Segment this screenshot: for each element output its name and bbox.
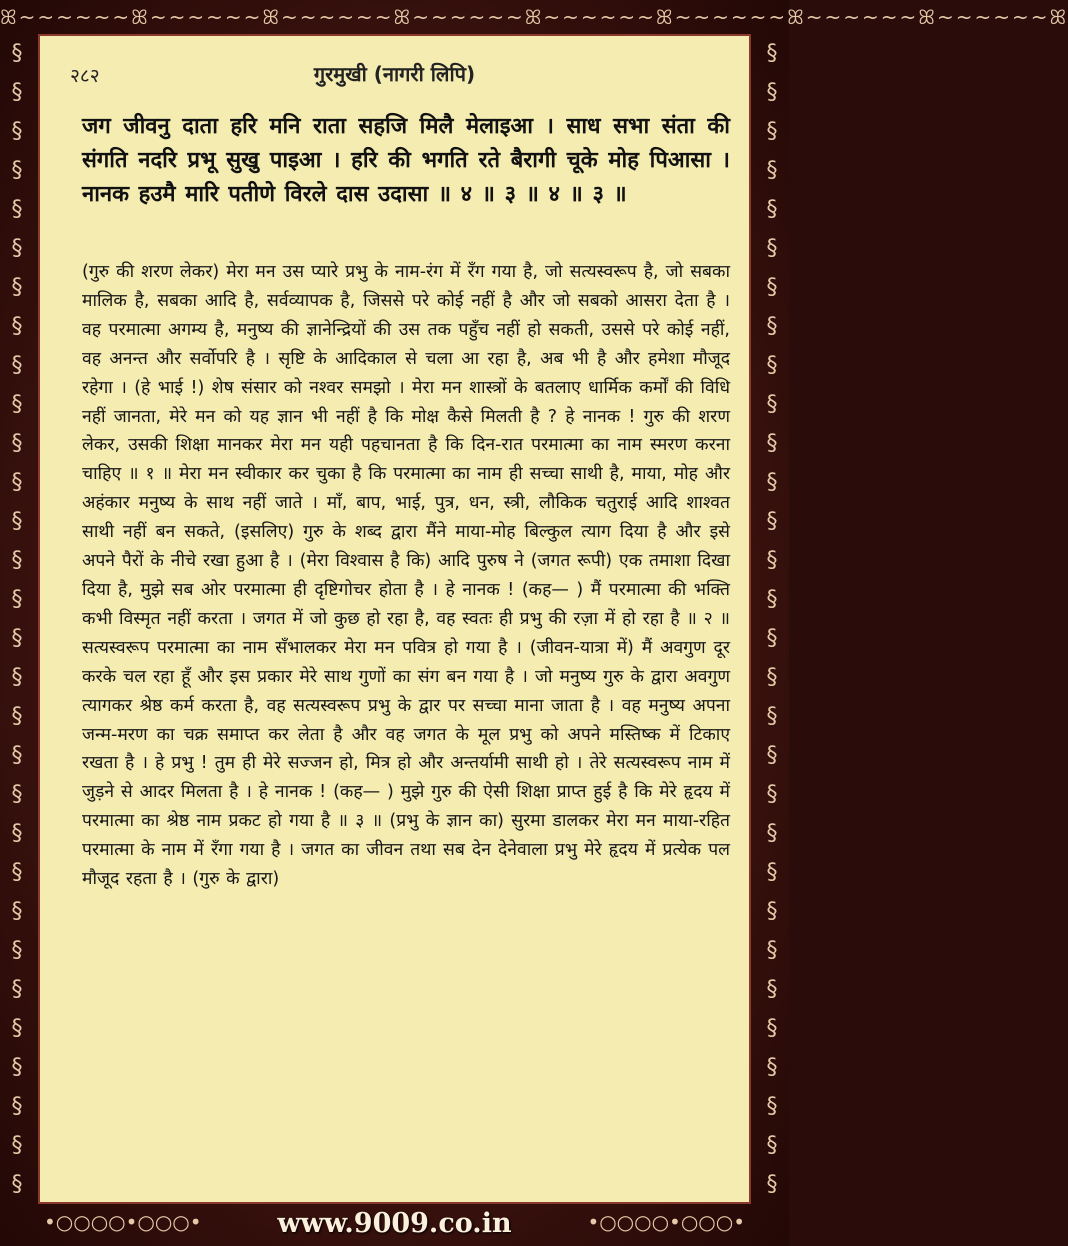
top-border-ornament: ꕤ~~~~~~ꕤ~~~~~~ꕤ~~~~~~ꕤ~~~~~~ꕤ~~~~~~ꕤ~~~~~~ꕤ~~~~~~ꕤ~~~~~~ꕤ — [0, 5, 1068, 29]
website-link[interactable]: www.9009.co.in — [277, 1208, 512, 1239]
page-number: २८२ — [70, 65, 100, 87]
page-footer — [0, 1204, 789, 1246]
scripture-page — [38, 34, 751, 1204]
page-title: गुरमुखी (नागरी लिपि) — [313, 62, 476, 86]
left-border-ornament: § § § § § § § § § § § § § § § § § § § § § § § § § § § § § § — [11, 41, 23, 1197]
verse-text: जग जीवनु दाता हरि मनि राता सहजि मिलै मेलाइआ । साध सभा संता की संगति नदरि प्रभू सुखु पाइआ । हरि की भगति रते बैरागी चूके मोह पिआसा । नानक हउमै मारि पतीणे विरले दास उदासा ॥ ४ ॥ ३ ॥ ४ ॥ ३ ॥ — [82, 114, 730, 207]
footer-left-ornament: •○○○○•○○○• — [44, 1210, 202, 1234]
page-header — [40, 54, 749, 94]
commentary-text: (गुरु की शरण लेकर) मेरा मन उस प्यारे प्रभु के नाम-रंग में रँग गया है, जो सत्यस्वरूप है, जो सबका मालिक है, सबका आदि है, सर्वव्यापक है, जिससे परे कोई नहीं है और जो सबको आसरा देता है । वह परमात्मा अगम्य है, मनुष्य की ज्ञानेन्द्रियों की उस तक पहुँच नहीं हो सकती, उससे परे कोई नहीं, वह अनन्त और सर्वोपरि है । सृष्टि के आदिकाल से चला आ रहा है, अब भी है और हमेशा मौजूद रहेगा । (हे भाई !) शेष संसार को नश्वर समझो । मेरा मन शास्त्रों के बतलाए धार्मिक कर्मों की विधि नहीं जानता, मेरे मन को यह ज्ञान भी नहीं है कि मोक्ष कैसे मिलती है ? हे नानक ! गुरु की शरण लेकर, उसकी शिक्षा मानकर मेरा मन यही पहचानता है कि दिन-रात परमात्मा का नाम स्मरण करना चाहिए ॥ १ ॥ मेरा मन स्वीकार कर चुका है कि परमात्मा का नाम ही सच्चा साथी है, माया, मोह और अहंकार मनुष्य के साथ नहीं जाते । माँ, बाप, भाई, पुत्र, धन, स्त्री, लौकिक चतुराई आदि शाश्वत साथी नहीं बन सकते, (इसलिए) गुरु के शब्द द्वारा मैंने माया-मोह बिल्कुल त्याग दिया है और इसे अपने पैरों के नीचे रखा हुआ है । (मेरा विश्वास है कि) आदि पुरुष ने (जगत रूपी) एक तमाशा दिखा दिया है, मुझे सब ओर परमात्मा ही दृष्टिगोचर होता है । हे नानक ! (कह— ) मैं परमात्मा की भक्ति कभी विस्मृत नहीं करता । जगत में जो कुछ हो रहा है, वह स्वतः ही प्रभु की रज़ा में हो रहा है ॥ २ ॥ सत्यस्वरूप परमात्मा का नाम सँभालकर मेरा मन पवित्र हो गया है । (जीवन-यात्रा में) मैं अवगुण दूर करके चल रहा हूँ और इस प्रकार मेरे साथ गुणों का संग बन गया है । जो मनुष्य गुरु के द्वारा अवगुण त्यागकर श्रेष्ठ कर्म करता है, वह सत्यस्वरूप प्रभु के द्वार पर सच्चा माना जाता है । वह मनुष्य अपना जन्म-मरण का चक्र समाप्त कर लेता है और वह जगत के मूल प्रभु को अपने मस्तिष्क में टिकाए रखता है । हे प्रभु ! तुम ही मेरे सज्जन हो, मित्र हो और अन्तर्यामी साथी हो । तेरे सत्यस्वरूप नाम में जुड़ने से आदर मिलता है । हे नानक ! (कह— ) मुझे गुरु की ऐसी शिक्षा प्राप्त हुई है कि मेरे हृदय में परमात्मा का श्रेष्ठ नाम प्रकट हो गया है ॥ ३ ॥ (प्रभु के ज्ञान का) सुरमा डालकर मेरा मन माया-रहित परमात्मा के नाम में रँगा गया है । जगत का जीवन तथा सब देन देनेवाला प्रभु मेरे हृदय में प्रत्येक पल मौजूद रहता है । (गुरु के द्वारा) — [82, 262, 730, 890]
footer-right-ornament: •○○○○•○○○• — [587, 1210, 745, 1234]
right-border-ornament: § § § § § § § § § § § § § § § § § § § § § § § § § § § § § § — [766, 41, 778, 1197]
